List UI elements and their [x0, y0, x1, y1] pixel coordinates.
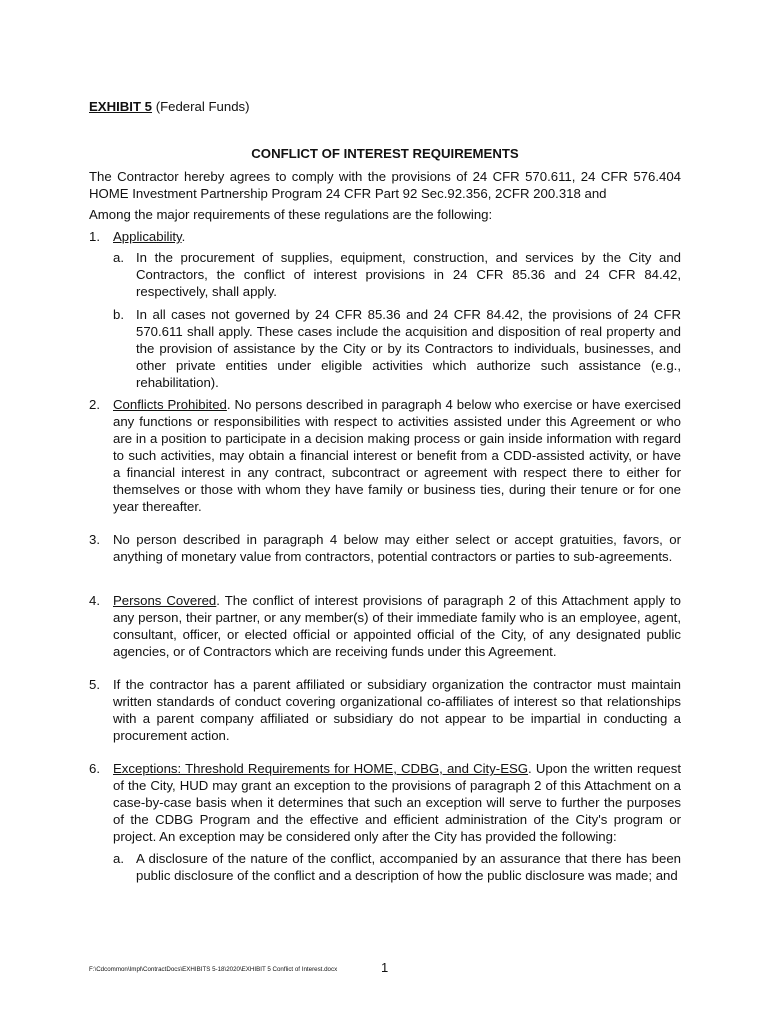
list-item-5 — [89, 676, 681, 744]
list-item-6 — [89, 760, 681, 884]
sub-item-number: a. — [113, 851, 124, 866]
document-body — [89, 168, 681, 884]
footer-file-path: F:\Cdcommon\Impl\ContractDocs\EXHIBITS 5-18\2020\EXHIBIT 5 Conflict of Interest.docx — [89, 966, 338, 973]
item-text: . — [181, 229, 186, 244]
exhibit-label: EXHIBIT 5 — [89, 99, 153, 114]
item-number: 5. — [89, 677, 100, 692]
item-number: 2. — [89, 397, 100, 412]
item-text: . No persons described in paragraph 4 below who exercise or have exercised any functions or responsibilities with respect to activities assisted under this Agreement or who are in a position to participate in a decision making process or gain inside information with regard to such activities, may obtain a financial interest or benefit from a CDD-assisted activity, or have a financial interest in any contract, subcontract or agreement with respect there to either for themselves or those with whom they have family or business ties, during their tenure or for one year thereafter. — [113, 397, 681, 514]
list-item-2 — [89, 396, 681, 515]
item-title: Persons Covered — [113, 593, 217, 608]
item-title: Conflicts Prohibited — [113, 397, 227, 412]
item-number: 3. — [89, 532, 100, 547]
intro-paragraph: The Contractor hereby agrees to comply with the provisions of 24 CFR 570.611, 24 CFR 576.404 HOME Investment Partnership Program 24 CFR Part 92 Sec.92.356, 2CFR 200.318 and — [89, 169, 681, 201]
list-item-4 — [89, 592, 681, 660]
exhibit-suffix: (Federal Funds) — [152, 99, 250, 114]
intro-lead-in: Among the major requirements of these regulations are the following: — [89, 207, 493, 222]
item-text: If the contractor has a parent affiliated or subsidiary organization the contractor must maintain written standards of conduct covering organizational co-affiliates of interest so that relationships with a parent company affiliated or subsidiary do not appear to be impartial in conducting a procurement action. — [113, 677, 681, 743]
sub-item-text: In the procurement of supplies, equipment, construction, and services by the City and Contractors, the conflict of interest provisions in 24 CFR 85.36 and 24 CFR 84.42, respectively, shall apply. — [136, 250, 681, 299]
sub-item-number: a. — [113, 250, 124, 265]
sub-item-number: b. — [113, 307, 124, 322]
item-text: . The conflict of interest provisions of paragraph 2 of this Attachment apply to any person, their partner, or any member(s) of their immediate family who is an employee, agent, consultant, officer, or elected official or appointed official of the City, of any designated public agencies, or of Contractors which are receiving funds under this Agreement. — [113, 593, 681, 659]
sub-item-a — [113, 850, 681, 884]
page-number: 1 — [381, 960, 389, 975]
list-item-3 — [89, 531, 681, 565]
item-title: Applicability — [113, 229, 182, 244]
item-title: Exceptions: Threshold Requirements for HOME, CDBG, and City-ESG — [113, 761, 529, 776]
item-text: No person described in paragraph 4 below may either select or accept gratuities, favors, or anything of monetary value from contractors, potential contractors or parties to sub-agreements. — [113, 532, 681, 564]
sub-item-text: In all cases not governed by 24 CFR 85.36 and 24 CFR 84.42, the provisions of 24 CFR 570.611 shall apply. These cases include the acquisition and disposition of real property and the provision of assistance by the City or by its Contractors to individuals, businesses, and other private entities under eligible activities which authorize such assistance (e.g., rehabilitation). — [136, 307, 681, 390]
sub-item-b — [113, 306, 681, 391]
sub-item-text: A disclosure of the nature of the conflict, accompanied by an assurance that there has been public disclosure of the conflict and a description of how the public disclosure was made; and — [136, 851, 681, 883]
item-number: 1. — [89, 229, 100, 244]
section-heading: CONFLICT OF INTEREST REQUIREMENTS — [251, 146, 519, 161]
item-number: 6. — [89, 761, 100, 776]
list-item-1 — [89, 228, 681, 391]
sub-item-a — [113, 249, 681, 300]
item-text: . Upon the written request of the City, HUD may grant an exception to the provisions of paragraph 2 of this Attachment on a case-by-case basis when it determines that such an exception will serve to further the purposes of the CDBG Program and the effective and efficient administration of the City's program or project. An exception may be considered only after the City has provided the following: — [113, 761, 681, 844]
exhibit-title — [89, 99, 250, 114]
item-number: 4. — [89, 593, 100, 608]
